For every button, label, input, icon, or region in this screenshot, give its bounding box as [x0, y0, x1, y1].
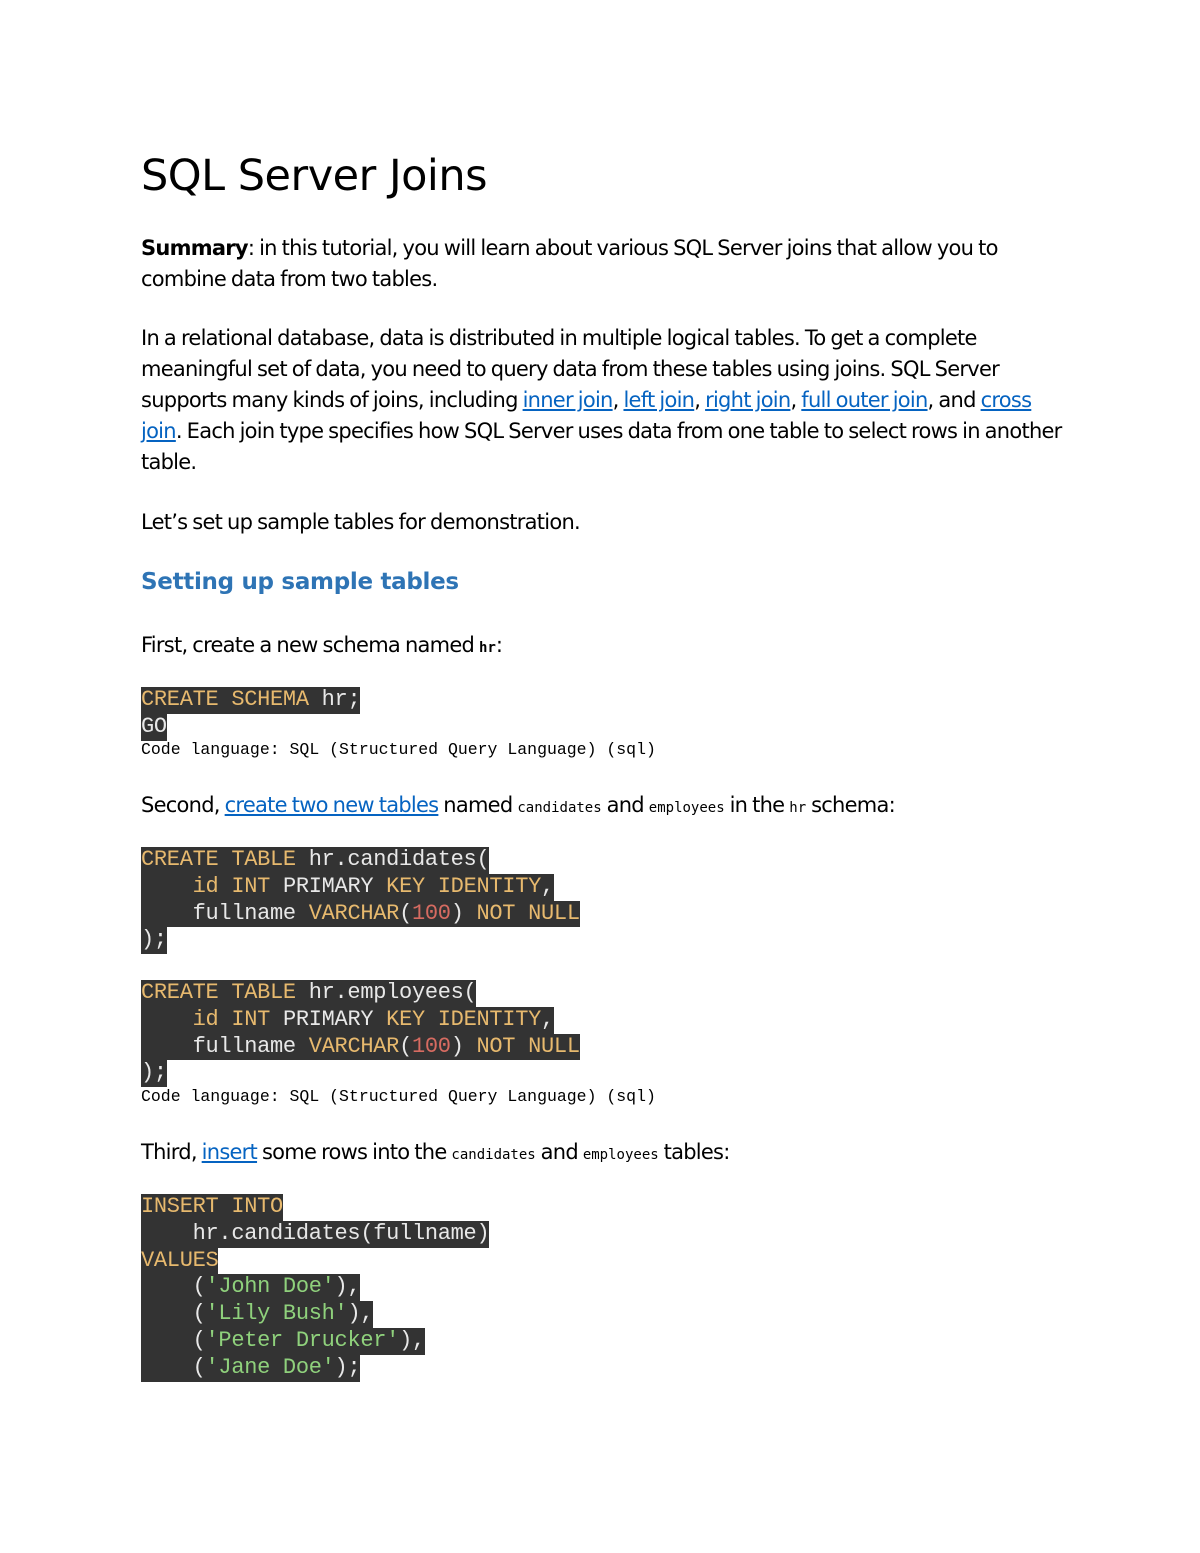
code-block-create-employees	[141, 980, 580, 1087]
cross-join-link[interactable]: cross join	[141, 388, 1032, 443]
code-block-insert	[141, 1194, 489, 1382]
code-line: CREATE SCHEMA hr;	[141, 687, 361, 712]
code-line: hr.candidates(fullname)	[141, 1220, 490, 1246]
code-line: fullname VARCHAR(100) NOT NULL	[141, 901, 580, 928]
code-line: );	[141, 1060, 167, 1086]
code-line: id INT PRIMARY KEY IDENTITY,	[141, 874, 554, 901]
left-join-link[interactable]: left join	[623, 388, 695, 412]
inline-code-candidates: candidates	[517, 800, 602, 816]
inline-code-hr: hr	[479, 640, 496, 656]
code-language-caption: Code language: SQL (Structured Query Language) (sql)	[141, 740, 656, 759]
summary-label: Summary	[141, 236, 248, 260]
code-line: id INT PRIMARY KEY IDENTITY,	[141, 1007, 554, 1034]
inline-code-employees: employees	[648, 800, 725, 816]
step1-paragraph: First, create a new schema named hr:	[141, 633, 503, 657]
insert-link[interactable]: insert	[201, 1140, 258, 1164]
setup-sentence: Let’s set up sample tables for demonstration.	[141, 510, 580, 534]
inline-code-candidates-2: candidates	[451, 1147, 536, 1163]
step2-paragraph: Second, create two new tables named candidates and employees in the hr schema:	[141, 793, 895, 817]
code-block-create-candidates	[141, 847, 580, 954]
summary-text: : in this tutorial, you will learn about various SQL Server joins that allow you to combine data from two tables.	[141, 236, 998, 291]
code-line: ('Lily Bush'),	[141, 1301, 374, 1327]
code-line: INSERT INTO	[141, 1194, 283, 1219]
intro-text: In a relational database, data is distributed in multiple logical tables. To get a complete meaningful set of data, you need to query data from these tables using joins. SQL Server supports many kinds of joins, including	[141, 326, 999, 412]
code-block-create-schema	[141, 687, 360, 741]
summary-paragraph	[141, 233, 1076, 295]
code-line: fullname VARCHAR(100) NOT NULL	[141, 1034, 580, 1061]
code-line: ('Peter Drucker'),	[141, 1327, 425, 1353]
page-title: SQL Server Joins	[141, 151, 488, 201]
intro-text-end: . Each join type specifies how SQL Server uses data from one table to select rows in another table.	[141, 419, 1062, 474]
section-heading: Setting up sample tables	[141, 569, 459, 595]
code-line: ('John Doe'),	[141, 1274, 361, 1300]
code-line: ('Jane Doe');	[141, 1354, 361, 1380]
intro-paragraph: In a relational database, data is distributed in multiple logical tables. To get a complete meaningful set of data, you need to query data from these tables using joins. SQL Server supports many kinds of joins, including inner join, left join, right join, full outer join, and cross join. Each join type specifies how SQL Server uses data from one table to select rows in another table.	[141, 326, 1062, 474]
inline-code-employees-2: employees	[582, 1147, 659, 1163]
code-line: CREATE TABLE hr.candidates(	[141, 847, 490, 872]
right-join-link[interactable]: right join	[705, 388, 791, 412]
inner-join-link[interactable]: inner join	[522, 388, 613, 412]
full-outer-join-link[interactable]: full outer join	[801, 388, 928, 412]
code-line: );	[141, 927, 167, 953]
code-language-caption-2: Code language: SQL (Structured Query Language) (sql)	[141, 1087, 656, 1106]
inline-code-hr-schema: hr	[789, 800, 807, 816]
create-two-new-tables-link[interactable]: create two new tables	[224, 793, 439, 817]
code-line: CREATE TABLE hr.employees(	[141, 980, 477, 1005]
code-line: VALUES	[141, 1247, 219, 1273]
code-line: GO	[141, 713, 167, 739]
step3-paragraph: Third, insert some rows into the candidates and employees tables:	[141, 1140, 730, 1164]
